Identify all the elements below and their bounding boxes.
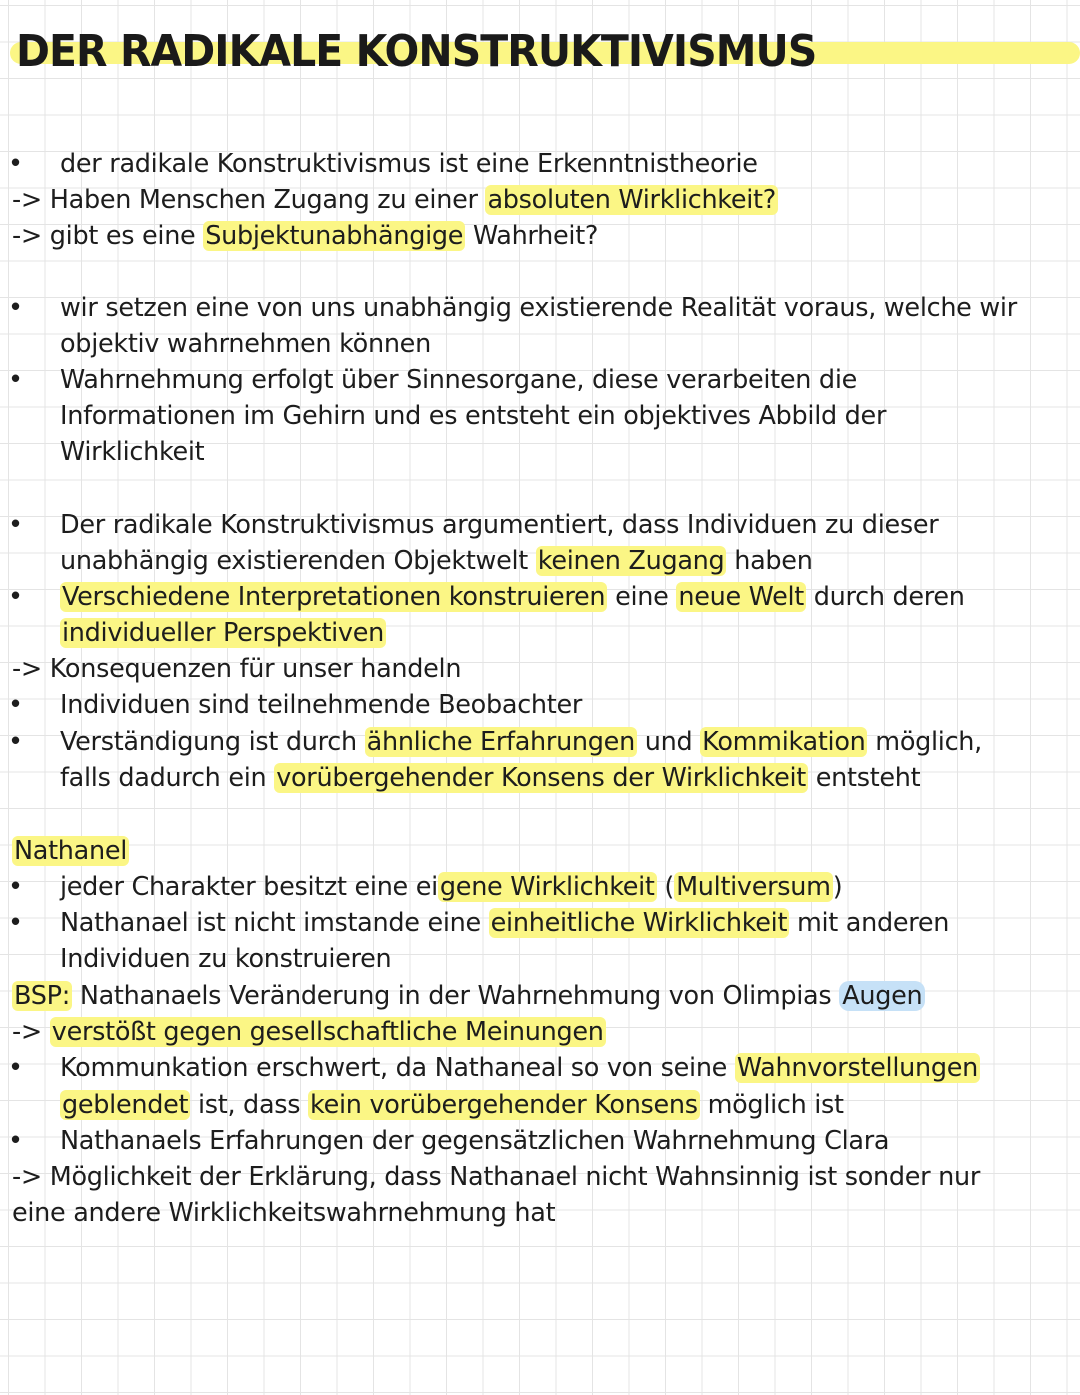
highlight-text: geblendet (62, 1090, 189, 1120)
highlight-text: neue Welt (678, 582, 804, 612)
line-text: durch deren (805, 582, 965, 612)
line-text: Verständigung ist durch (60, 727, 365, 757)
highlight-text: gene Wirklichkeit (439, 872, 655, 902)
line-text: objektiv wahrnehmen können (60, 329, 431, 359)
line-text: Individuen zu konstruieren (60, 944, 392, 974)
line-text: und (636, 727, 701, 757)
line-text: Wirklichkeit (60, 437, 205, 467)
highlight-text: vorübergehender Konsens der Wirklichkeit (276, 763, 806, 793)
line-text: möglich ist (699, 1090, 844, 1120)
line-text: Wahrnehmung erfolgt über Sinnesorgane, diese verarbeiten die (60, 365, 857, 395)
line-text: -> Haben Menschen Zugang zu einer (12, 185, 486, 215)
bullet: • (8, 293, 23, 323)
line-text: Informationen im Gehirn und es entsteht ein objektives Abbild der (60, 401, 887, 431)
section-heading: Nathanel (14, 836, 128, 866)
line-text: jeder Charakter besitzt eine ei (60, 872, 438, 902)
line-text: haben (726, 546, 813, 576)
bullet: • (8, 1126, 23, 1156)
title-block (16, 26, 877, 77)
bullet: • (8, 1053, 23, 1083)
highlight-text: Verschiedene Interpretationen konstruieren (62, 582, 606, 612)
bsp-label: BSP: (14, 981, 71, 1011)
highlight-text: absoluten Wirklichkeit? (487, 185, 776, 215)
bullet: • (8, 727, 23, 757)
line-text: entsteht (807, 763, 921, 793)
line-text: wir setzen eine von uns unabhängig existierende Realität voraus, welche wir (60, 293, 1017, 323)
highlight-text: Multiversum (676, 872, 831, 902)
highlight-text: individueller Perspektiven (62, 618, 384, 648)
highlight-text: ähnliche Erfahrungen (366, 727, 635, 757)
highlight-text: Subjektunabhängige (205, 221, 464, 251)
bullet: • (8, 510, 23, 540)
line-text: -> gibt es eine (12, 221, 204, 251)
highlight-text-blue: Augen (839, 981, 925, 1011)
line-text: ) (832, 872, 843, 902)
line-text: ( (656, 872, 675, 902)
line-text: -> (12, 1017, 50, 1047)
line-text: Wahrheit? (465, 221, 599, 251)
line-text: eine (607, 582, 677, 612)
highlight-text: einheitliche Wirklichkeit (490, 908, 788, 938)
line-text: eine andere Wirklichkeitswahrnehmung hat (12, 1198, 556, 1228)
line-text: Nathanaels Erfahrungen der gegensätzlichen Wahrnehmung Clara (60, 1126, 890, 1156)
line-text: ist, dass (190, 1090, 309, 1120)
line-text: Nathanael ist nicht imstande eine (60, 908, 489, 938)
line-text: falls dadurch ein (60, 763, 275, 793)
bullet: • (8, 690, 23, 720)
line-text: Der radikale Konstruktivismus argumentiert, dass Individuen zu dieser (60, 510, 939, 540)
highlight-text: kein vorübergehender Konsens (310, 1090, 698, 1120)
bullet: • (8, 908, 23, 938)
highlight-text: verstößt gegen gesellschaftliche Meinungen (51, 1017, 604, 1047)
line-text: Nathanaels Veränderung in der Wahrnehmung von Olimpias (72, 981, 840, 1011)
line-text: mit anderen (789, 908, 950, 938)
page-title: DER RADIKALE KONSTRUKTIVISMUS (16, 26, 817, 77)
line-text: Individuen sind teilnehmende Beobachter (60, 690, 583, 720)
line-text: -> Möglichkeit der Erklärung, dass Nathanael nicht Wahnsinnig ist sonder nur (12, 1162, 981, 1192)
bullet: • (8, 365, 23, 395)
line-text: -> Konsequenzen für unser handeln (12, 654, 462, 684)
line-text: möglich, (867, 727, 982, 757)
bullet: • (8, 582, 23, 612)
line-text: der radikale Konstruktivismus ist eine Erkenntnistheorie (60, 149, 758, 179)
highlight-text: Kommikation (702, 727, 866, 757)
bullet: • (8, 149, 23, 179)
highlight-text: keinen Zugang (537, 546, 725, 576)
line-text: unabhängig existierenden Objektwelt (60, 546, 536, 576)
line-text: Kommunkation erschwert, da Nathaneal so von seine (60, 1053, 735, 1083)
highlight-text: Wahnvorstellungen (736, 1053, 978, 1083)
bullet: • (8, 872, 23, 902)
